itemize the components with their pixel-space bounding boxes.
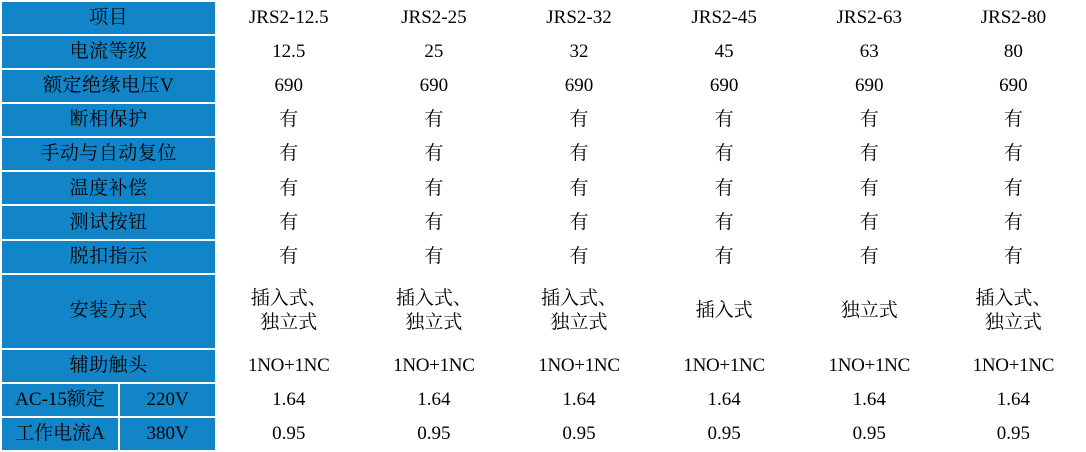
cell-value: 有 bbox=[506, 240, 651, 274]
cell-value: 1.64 bbox=[942, 383, 1085, 417]
cell-value: 690 bbox=[942, 69, 1085, 103]
cell-value: 12.5 bbox=[216, 35, 361, 69]
cell-value: 有 bbox=[797, 240, 942, 274]
table-row bbox=[1, 103, 1085, 137]
cell-value: 1NO+1NC bbox=[506, 349, 651, 383]
cell-value: 插入式、 独立式 bbox=[216, 274, 361, 349]
cell-value: 插入式 bbox=[652, 274, 797, 349]
sub-label-380v: 380V bbox=[119, 417, 216, 451]
cell-value: 0.95 bbox=[797, 417, 942, 451]
header-col-4: JRS2-63 bbox=[797, 1, 942, 35]
cell-value: 690 bbox=[216, 69, 361, 103]
cell-value: 63 bbox=[797, 35, 942, 69]
cell-value: 有 bbox=[361, 240, 506, 274]
cell-value: 32 bbox=[506, 35, 651, 69]
row-label-auxiliary-contact: 辅助触头 bbox=[1, 349, 216, 383]
row-label-manual-auto-reset: 手动与自动复位 bbox=[1, 137, 216, 171]
cell-value: 有 bbox=[797, 103, 942, 137]
cell-value: 插入式、 独立式 bbox=[361, 274, 506, 349]
cell-value: 25 bbox=[361, 35, 506, 69]
cell-value: 有 bbox=[652, 240, 797, 274]
header-col-0: JRS2-12.5 bbox=[216, 1, 361, 35]
cell-value: 1NO+1NC bbox=[652, 349, 797, 383]
row-label-test-button: 测试按钮 bbox=[1, 205, 216, 239]
cell-value: 有 bbox=[506, 103, 651, 137]
cell-value: 0.95 bbox=[942, 417, 1085, 451]
table-row bbox=[1, 417, 1085, 451]
cell-value: 有 bbox=[361, 137, 506, 171]
header-col-5: JRS2-80 bbox=[942, 1, 1085, 35]
cell-value: 80 bbox=[942, 35, 1085, 69]
cell-value: 有 bbox=[506, 205, 651, 239]
cell-value: 有 bbox=[942, 137, 1085, 171]
cell-value: 有 bbox=[942, 171, 1085, 205]
cell-value: 1NO+1NC bbox=[797, 349, 942, 383]
table-row bbox=[1, 274, 1085, 349]
table-header-row bbox=[1, 1, 1085, 35]
header-col-2: JRS2-32 bbox=[506, 1, 651, 35]
cell-value: 0.95 bbox=[361, 417, 506, 451]
cell-value: 有 bbox=[361, 171, 506, 205]
cell-value: 插入式、 独立式 bbox=[506, 274, 651, 349]
cell-value: 690 bbox=[652, 69, 797, 103]
cell-value: 1.64 bbox=[652, 383, 797, 417]
cell-value: 插入式、 独立式 bbox=[942, 274, 1085, 349]
sub-label-220v: 220V bbox=[119, 383, 216, 417]
table-row bbox=[1, 35, 1085, 69]
cell-value: 1.64 bbox=[216, 383, 361, 417]
group-label-ac15-line2: 工作电流A bbox=[1, 417, 119, 451]
cell-value: 有 bbox=[216, 171, 361, 205]
header-col-3: JRS2-45 bbox=[652, 1, 797, 35]
header-label-item: 项目 bbox=[1, 1, 216, 35]
cell-value: 有 bbox=[652, 171, 797, 205]
cell-value: 有 bbox=[652, 137, 797, 171]
group-label-ac15-line1: AC-15额定 bbox=[1, 383, 119, 417]
cell-value: 1.64 bbox=[506, 383, 651, 417]
cell-value: 1.64 bbox=[361, 383, 506, 417]
cell-value: 有 bbox=[506, 137, 651, 171]
row-label-temperature-compensation: 温度补偿 bbox=[1, 171, 216, 205]
cell-value: 1NO+1NC bbox=[216, 349, 361, 383]
row-label-trip-indication: 脱扣指示 bbox=[1, 240, 216, 274]
table-row bbox=[1, 69, 1085, 103]
cell-value: 有 bbox=[652, 103, 797, 137]
cell-value: 有 bbox=[216, 240, 361, 274]
table-row bbox=[1, 383, 1085, 417]
cell-value: 有 bbox=[216, 137, 361, 171]
cell-value: 有 bbox=[506, 171, 651, 205]
cell-value: 0.95 bbox=[652, 417, 797, 451]
cell-value: 有 bbox=[797, 137, 942, 171]
row-label-insulation-voltage: 额定绝缘电压V bbox=[1, 69, 216, 103]
cell-value: 有 bbox=[942, 103, 1085, 137]
cell-value: 有 bbox=[216, 205, 361, 239]
table-row bbox=[1, 349, 1085, 383]
cell-value: 1.64 bbox=[797, 383, 942, 417]
cell-value: 有 bbox=[942, 205, 1085, 239]
cell-value: 45 bbox=[652, 35, 797, 69]
cell-value: 有 bbox=[361, 103, 506, 137]
cell-value: 有 bbox=[361, 205, 506, 239]
table-row bbox=[1, 137, 1085, 171]
table-row bbox=[1, 171, 1085, 205]
cell-value: 有 bbox=[942, 240, 1085, 274]
cell-value: 690 bbox=[361, 69, 506, 103]
cell-value: 有 bbox=[216, 103, 361, 137]
row-label-mounting-type: 安装方式 bbox=[1, 274, 216, 349]
header-col-1: JRS2-25 bbox=[361, 1, 506, 35]
table-row bbox=[1, 205, 1085, 239]
cell-value: 有 bbox=[652, 205, 797, 239]
cell-value: 1NO+1NC bbox=[942, 349, 1085, 383]
cell-value: 690 bbox=[797, 69, 942, 103]
cell-value: 0.95 bbox=[216, 417, 361, 451]
cell-value: 690 bbox=[506, 69, 651, 103]
cell-value: 0.95 bbox=[506, 417, 651, 451]
cell-value: 1NO+1NC bbox=[361, 349, 506, 383]
table-row bbox=[1, 240, 1085, 274]
row-label-phase-loss-protection: 断相保护 bbox=[1, 103, 216, 137]
cell-value: 独立式 bbox=[797, 274, 942, 349]
row-label-current-grade: 电流等级 bbox=[1, 35, 216, 69]
cell-value: 有 bbox=[797, 205, 942, 239]
cell-value: 有 bbox=[797, 171, 942, 205]
